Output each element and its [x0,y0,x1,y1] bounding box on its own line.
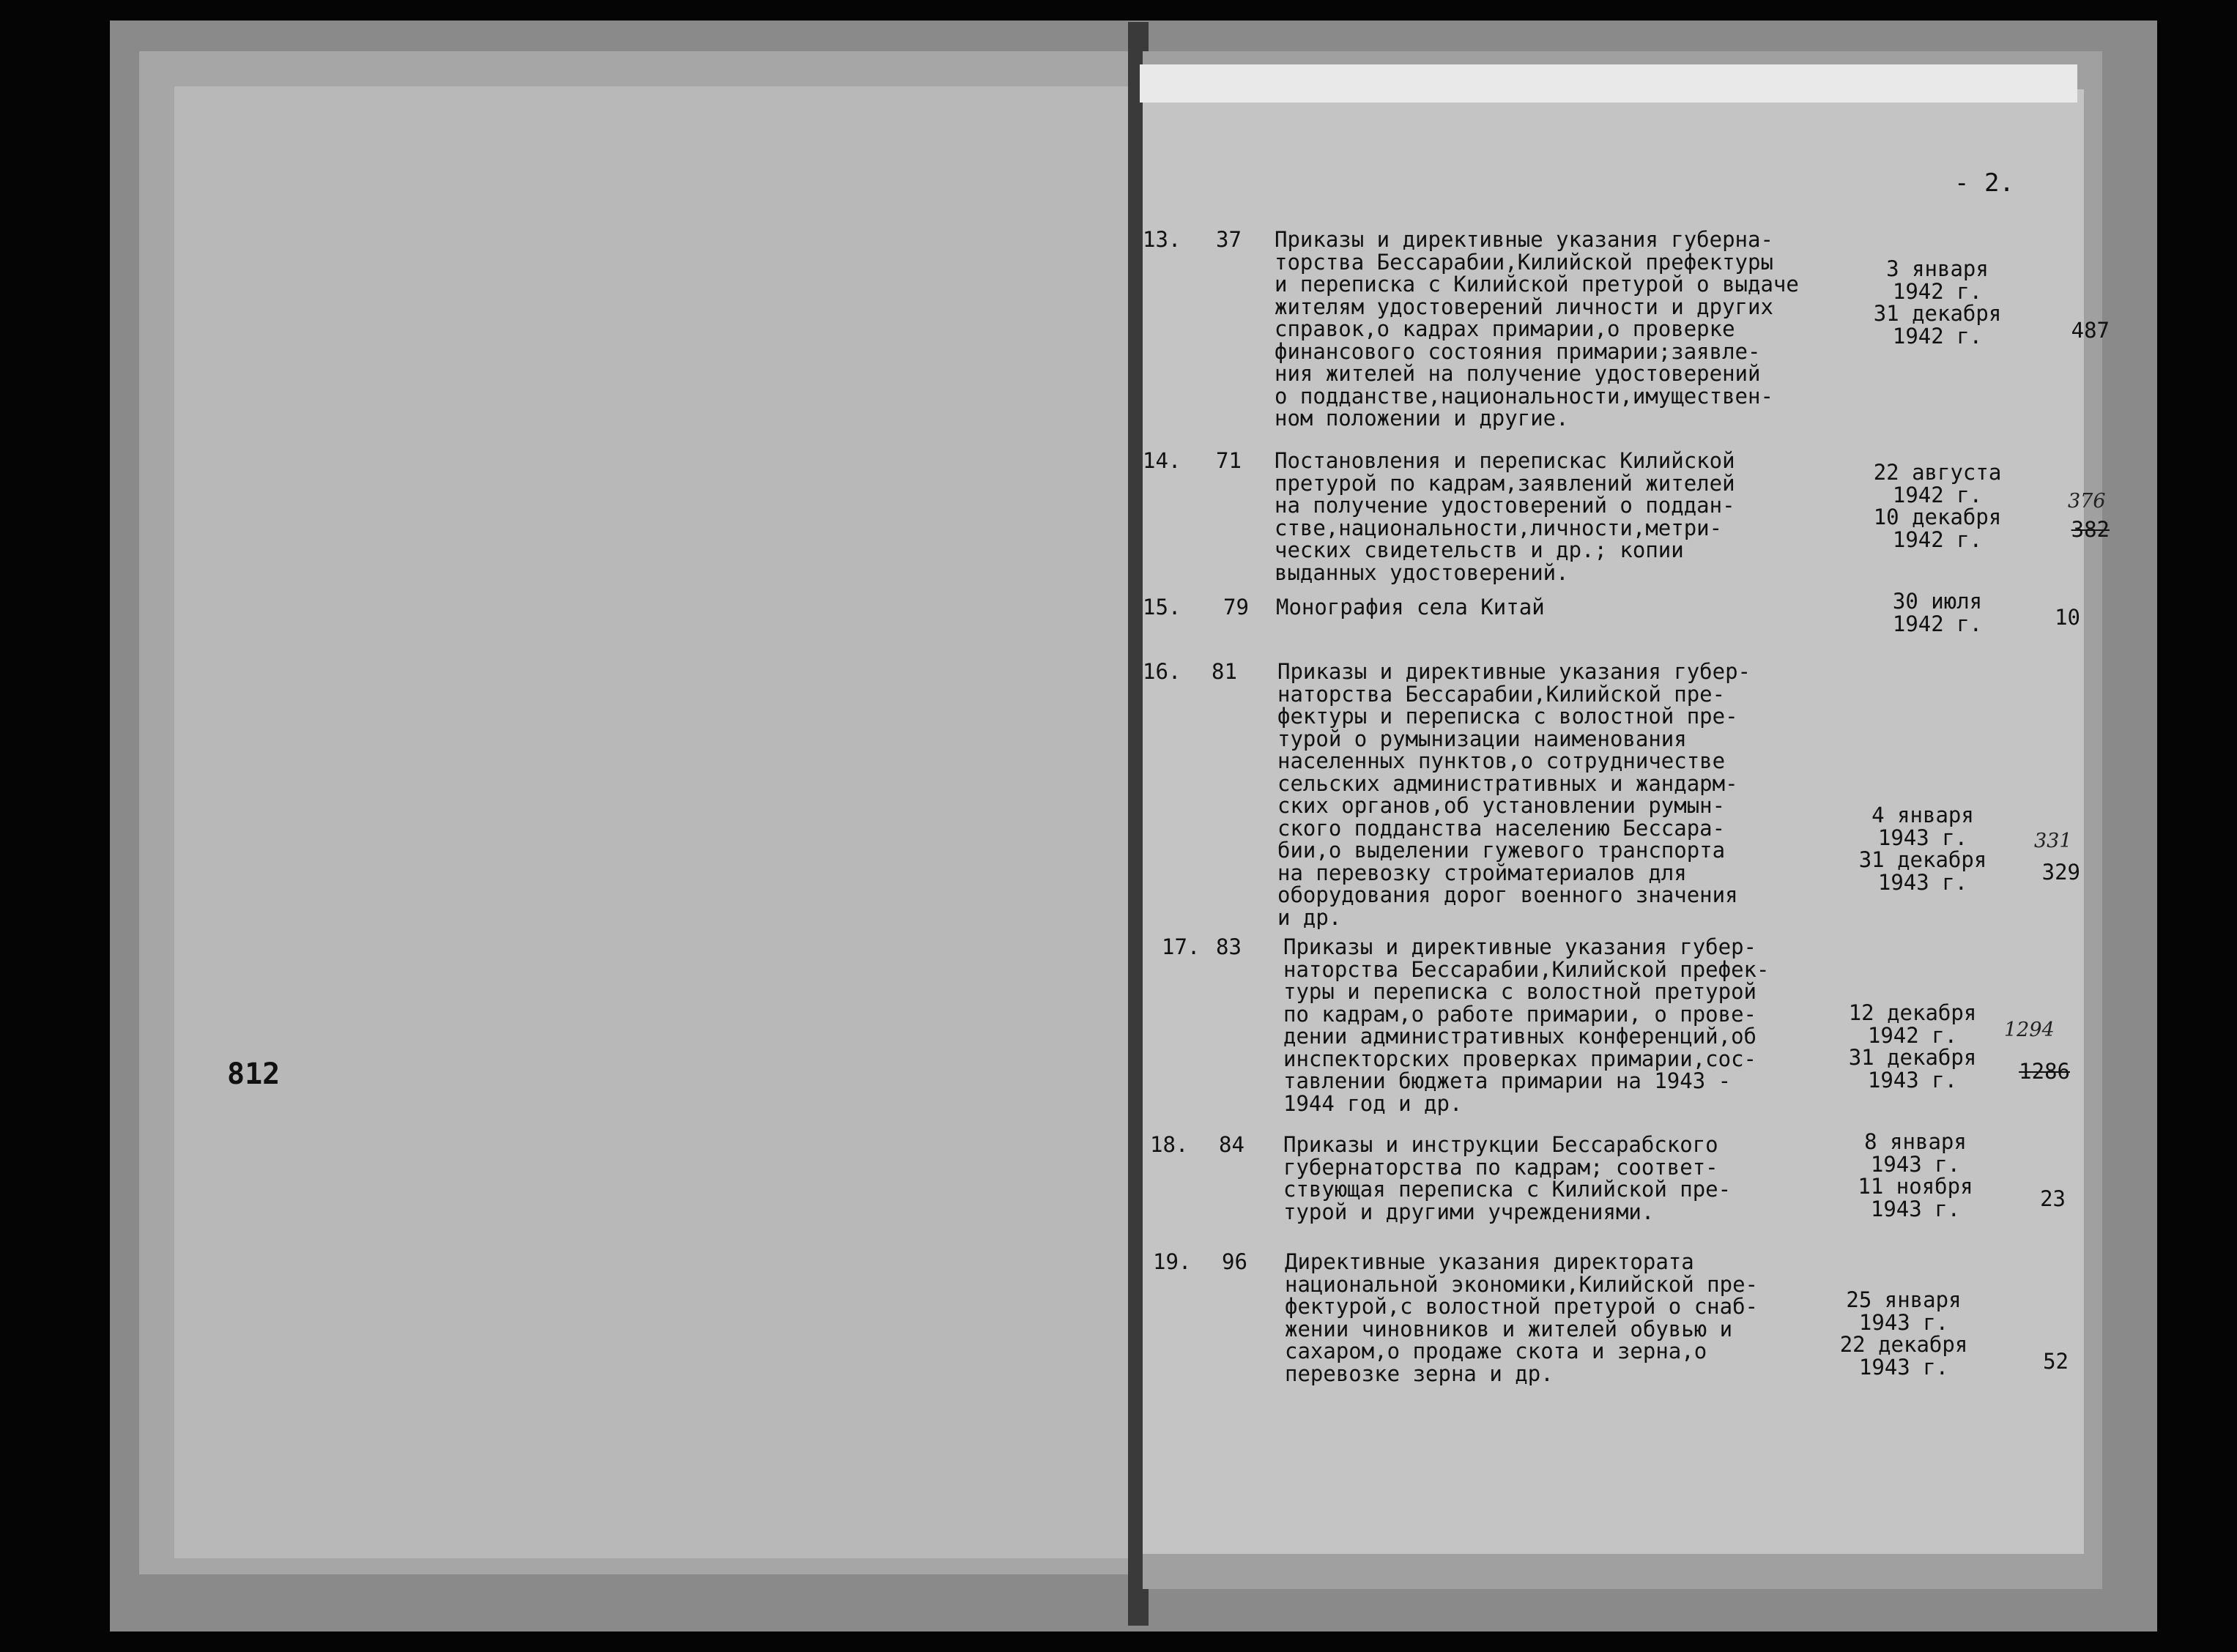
entry-page-count: 23 [2040,1186,2066,1211]
entry-page-count-corrected: 1294 [2004,1019,2055,1041]
entry-index: 17. [1162,934,1201,959]
entry-unit-number: 79 [1223,595,1249,620]
entry-description: Приказы и директивные указания губер- наторства Бессарабии,Килийской пре- фектуры и переписка с волостной пре- турой о румынизации наименования населенных пунктов,о сотрудничестве сельских административных и жандарм- ских органов,об установлении румын- ского подданства населению Бессара- бии,о выделении гужевого транспорта на перевозку стройматериалов для оборудования дорог военного значения и др. [1277,659,1751,930]
entry-index: 14. [1143,448,1181,473]
page-number: - 2. [1954,168,2014,198]
entry-description: Приказы и директивные указания губерна- торства Бессарабии,Килийской префектуры и переписка с Килийской претурой о выдаче жителям удостоверений личности и других справок,о кадрах примарии,о проверке финансового состояния примарии;заявле- ния жителей на получение удостоверений о подданстве,национальности,имуществен- ном положении и другие. [1275,227,1799,431]
entry-description: Директивные указания директората национальной экономики,Килийской пре- фектурой,с волостной претурой о снаб- жении чиновников и жителей обувью и сахаром,о продаже скота и зерна,о перевозке зерна и др. [1285,1249,1759,1386]
left-page [174,86,1134,1558]
entry-index: 15. [1143,595,1181,620]
entry-page-count: 52 [2043,1349,2069,1374]
entry-unit-number: 37 [1216,227,1242,252]
entry-page-count-corrected: 376 [2068,490,2106,513]
entry-dates: 30 июля 1942 г. [1892,589,1983,636]
entry-dates: 3 января 1942 г. 31 декабря 1942 г. [1873,256,2002,349]
top-paper-strip [1140,64,2077,103]
entry-page-count: 487 [2071,318,2110,343]
entry-index: 18. [1150,1132,1189,1157]
entry-unit-number: 96 [1222,1249,1247,1274]
entry-description: Приказы и директивные указания губер- наторства Бессарабии,Килийской префек- туры и переписка с волостной претурой по кадрам,о работе примарии, о прове- дении административных конференций,об инспекторских проверках примарии,сос- тавлении бюджета примарии на 1943 - 1944 год и др. [1283,934,1770,1116]
entry-dates: 25 января 1943 г. 22 декабря 1943 г. [1839,1287,1968,1380]
entry-page-count-corrected: 331 [2034,830,2072,852]
entry-dates: 8 января 1943 г. 11 ноября 1943 г. [1858,1129,1973,1221]
entry-unit-number: 83 [1216,934,1242,959]
entry-description: Постановления и перепискас Килийской претурой по кадрам,заявлений жителей на получение удостоверений о поддан- стве,национальности,личности,метри- ческих свидетельств и др.; копии выданных удостоверений. [1275,448,1735,585]
entry-index: 19. [1153,1249,1192,1274]
margin-handwritten-mark: 812 [227,1057,281,1091]
entry-index: 16. [1143,659,1181,684]
entry-description: Монография села Китай [1276,595,1545,620]
entry-unit-number: 81 [1212,659,1237,684]
entry-page-count: 10 [2055,605,2080,630]
entry-unit-number: 71 [1216,448,1242,473]
entry-index: 13. [1143,227,1181,252]
entry-page-count: 382 [2071,517,2110,542]
entry-dates: 22 августа 1942 г. 10 декабря 1942 г. [1873,460,2002,552]
entry-dates: 12 декабря 1942 г. 31 декабря 1943 г. [1848,1000,1977,1093]
entry-page-count: 329 [2041,860,2080,885]
entry-dates: 4 января 1943 г. 31 декабря 1943 г. [1858,803,1987,895]
entry-description: Приказы и инструкции Бессарабского губернаторства по кадрам; соответ- ствующая переписка с Килийской пре- турой и другими учреждениями. [1283,1132,1732,1224]
entry-unit-number: 84 [1219,1132,1244,1157]
entry-page-count: 1286 [2019,1059,2070,1084]
